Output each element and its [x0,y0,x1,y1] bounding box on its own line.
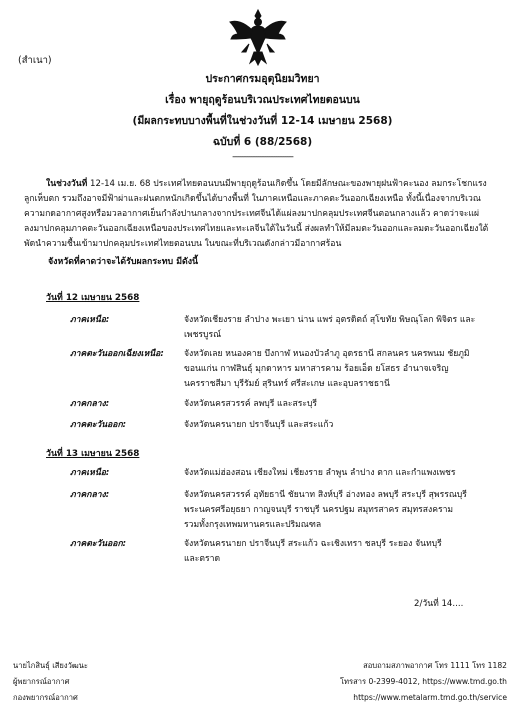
province-line: จังหวัดนครสวรรค์ ลพบุรี และสระบุรี [184,399,318,409]
province-line: จังหวัดแม่ฮ่องสอน เชียงใหม่ เชียงราย ลำพูน ลำปาง ตาก และกำแพงเพชร [184,468,456,478]
announcement-subject: เรื่อง พายุฤดูร้อนบริเวณประเทศไทยตอนบน [165,94,360,106]
intro-line-text: 12-14 เม.ย. 68 ประเทศไทยตอนบนมีพายุฤดูร้อนเกิดขึ้น โดยมีลักษณะของพายุฝนฟ้าคะนอง ลมกระโชกแรง [87,179,487,189]
announcement-issue-number: ฉบับที่ 6 (88/2568) [212,136,313,148]
intro-line [24,177,509,192]
region-provinces [184,418,484,433]
copy-label: (สำเนา) [18,55,52,66]
region-provinces [184,313,484,343]
province-line: จังหวัดนครนายก ปราจีนบุรี สระแก้ว ฉะเชิงเทรา ชลบุรี ระยอง จันทบุรี [184,539,442,549]
province-line: และตราด [184,554,221,564]
contact-fax-website: โทรสาร 0-2399-4012, https://www.tmd.go.th [339,677,507,686]
next-page-marker: 2/วันที่ 14.... [414,599,464,609]
forecaster-division: กองพยากรณ์อากาศ [13,693,78,702]
region-provinces [184,466,484,481]
intro-line: ลูกเห็บตก รวมถึงอาจมีฟ้าผ่าและฝนตกหนักเกิดขึ้นได้บางพื้นที่ ในภาคเหนือและภาคตะวันออกเฉียงเหนือ ทั้งนี้เนื่องจากบริเวณ [24,194,481,204]
intro-line: พัดนำความชื้นเข้ามาปกคลุมประเทศไทยตอนบน ในขณะที่บริเวณดังกล่าวมีอากาศร้อน [24,239,342,249]
date-heading: วันที่ 13 เมษายน 2568 [46,449,140,459]
region-label: ภาคเหนือ: [70,315,110,325]
region-label: ภาคตะวันออกเฉียงเหนือ: [70,349,164,359]
region-label: ภาคกลาง: [70,490,110,500]
affected-provinces-heading: จังหวัดที่คาดว่าจะได้รับผลกระทบ มีดังนี้ [48,257,199,267]
province-line: จังหวัดนครสวรรค์ อุทัยธานี ชัยนาท สิงห์บุรี อ่างทอง ลพบุรี สระบุรี สุพรรณบุรี [184,490,467,500]
contact-info [340,658,507,706]
contact-service-link[interactable]: https://www.metalarm.tmd.go.th/service [353,693,507,702]
province-line: เพชรบูรณ์ [184,330,222,340]
province-line: รวมทั้งกรุงเทพมหานครและปริมณฑล [184,520,322,530]
announcement-title: ประกาศกรมอุตุนิยมวิทยา [205,73,320,85]
forecaster-info [13,658,88,706]
forecaster-position: ผู้พยากรณ์อากาศ [13,677,70,686]
intro-line: ความกดอากาศสูงหรือมวลอากาศเย็นกำลังปานกลางจากประเทศจีนได้แผ่ลงมาปกคลุมประเทศจีนตอนกลางแล้ว คาดว่าจะแผ่ [24,209,480,219]
region-provinces [184,537,484,567]
region-provinces [184,488,484,533]
province-line: ขอนแก่น กาฬสินธุ์ มุกดาหาร มหาสารคาม ร้อยเอ็ด ยโสธร อำนาจเจริญ [184,364,449,374]
title-separator: --------------------------- [232,152,293,162]
intro-paragraph [24,177,509,252]
province-line: นครราชสีมา บุรีรัมย์ สุรินทร์ ศรีสะเกษ และอุบลราชธานี [184,379,390,389]
date-heading: วันที่ 12 เมษายน 2568 [46,293,140,303]
province-line: พระนครศรีอยุธยา กาญจนบุรี ราชบุรี นครปฐม สมุทรสาคร สมุทรสงคราม [184,505,454,515]
region-label: ภาคกลาง: [70,399,110,409]
intro-line: ลงมาปกคลุมภาคตะวันออกเฉียงเหนือของประเทศไทยและทะเลจีนใต้ในวันนี้ ส่งผลทำให้มีลมตะวันออกและลมตะวันออกเฉียงใต้ [24,224,489,234]
province-line: จังหวัดนครนายก ปราจีนบุรี และสระแก้ว [184,420,334,430]
region-label: ภาคตะวันออก: [70,539,127,549]
region-provinces [184,397,484,412]
province-line: จังหวัดเลย หนองคาย บึงกาฬ หนองบัวลำภู อุดรธานี สกลนคร นครพนม ชัยภูมิ [184,349,470,359]
intro-lead: ในช่วงวันที่ [46,179,88,189]
province-line: จังหวัดเชียงราย ลำปาง พะเยา น่าน แพร่ อุตรดิตถ์ สุโขทัย พิษณุโลก พิจิตร และ [184,315,476,325]
region-provinces [184,347,484,392]
garuda-emblem-icon [228,8,288,66]
region-label: ภาคตะวันออก: [70,420,127,430]
forecaster-name: นายไกสินธุ์ เสียงวัฒนะ [13,661,88,670]
announcement-impact-period: (มีผลกระทบบางพื้นที่ในช่วงวันที่ 12-14 เมษายน 2568) [132,115,393,127]
contact-hotline: สอบถามสภาพอากาศ โทร 1111 โทร 1182 [363,661,507,670]
region-label: ภาคเหนือ: [70,468,110,478]
